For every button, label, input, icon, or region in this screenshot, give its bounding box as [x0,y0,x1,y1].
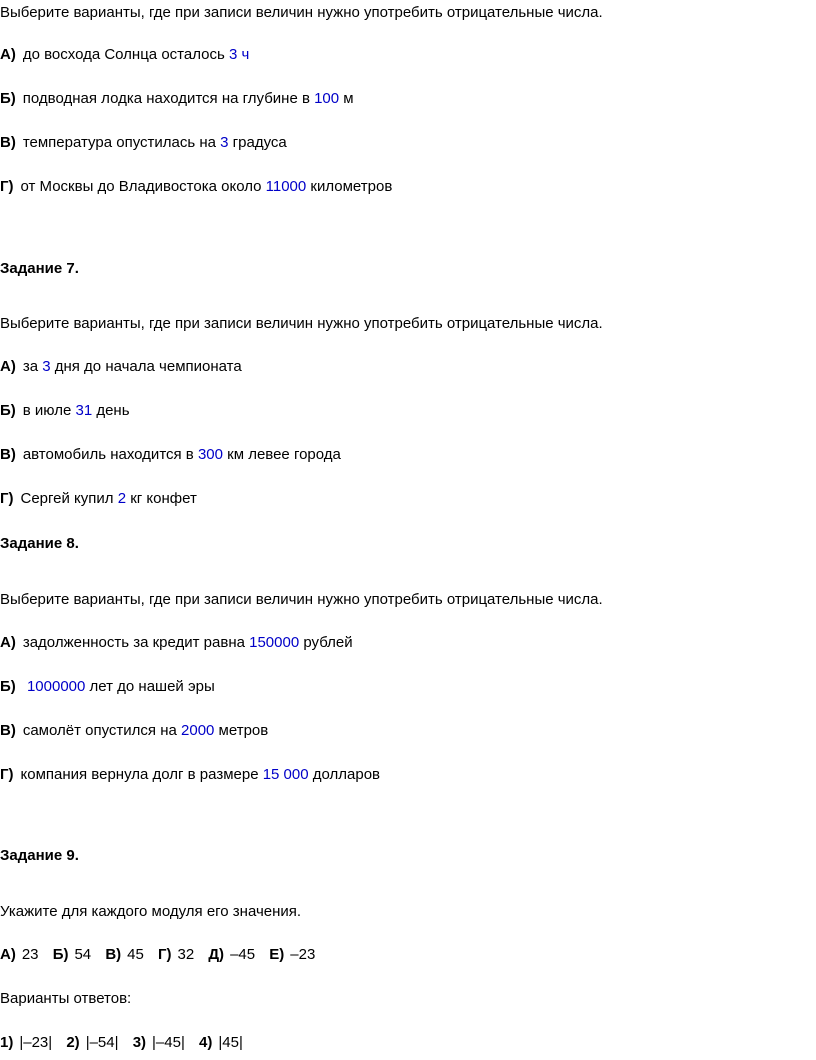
answer-item [66,1034,118,1051]
option-letter: В) [0,722,16,739]
answer-expression: |–54| [85,1034,119,1051]
question-text: Выберите варианты, где при записи величин нужно употребить отрицательные числа. [0,4,603,21]
option-b [0,677,215,697]
option-letter: Г) [0,490,14,507]
task-title: Задание 7. [0,260,79,277]
option-a [0,357,242,377]
answer-expression: |–45| [152,1034,185,1051]
option-letter: А) [0,634,16,651]
option-text: день [92,402,130,419]
value-letter: В) [105,946,122,963]
answer-expression: |45| [218,1034,243,1051]
option-b [0,401,130,421]
option-letter: В) [0,134,16,151]
answer-options [0,1033,253,1053]
option-text: до восхода Солнца осталось [22,46,229,63]
value-letter: Г) [158,946,172,963]
option-text: кг конфет [126,490,197,507]
option-letter: Г) [0,178,14,195]
answer-item [0,1034,52,1051]
value-number: 45 [127,946,144,963]
option-g [0,177,392,197]
question-text: Выберите варианты, где при записи величин нужно употребить отрицательные числа. [0,315,603,332]
value-number: 54 [74,946,92,963]
option-letter: Б) [0,402,16,419]
option-v [0,721,268,741]
value-item [208,946,255,963]
value-letter: Б) [52,946,69,963]
option-text: подводная лодка находится на глубине в [22,90,315,107]
option-text: Сергей купил [20,490,118,507]
value-letter: Е) [269,946,285,963]
module-values [0,945,325,965]
value-item [0,946,39,963]
option-text: долларов [308,766,381,783]
value-number: –45 [230,946,256,963]
option-letter: В) [0,446,16,463]
value-letter: Д) [208,946,225,963]
value-item [53,946,91,963]
value-number: –23 [290,946,316,963]
answer-expression: |–23| [19,1034,53,1051]
option-b [0,89,354,109]
option-text: рублей [299,634,353,651]
option-g [0,489,197,509]
option-number: 150000 [249,634,300,651]
option-v [0,445,341,465]
option-number: 2000 [181,722,215,739]
value-letter: А) [0,946,16,963]
option-letter: Г) [0,766,14,783]
option-a [0,45,249,65]
option-number: 31 [75,402,93,419]
question-text: Укажите для каждого модуля его значения. [0,903,302,920]
answers-label: Варианты ответов: [0,990,132,1007]
option-text: км левее города [222,446,341,463]
answer-number: 3) [132,1034,147,1051]
option-letter: Б) [0,678,16,695]
option-number: 1000000 [26,678,86,695]
option-text: дня до начала чемпионата [50,358,242,375]
option-number: 11000 [265,178,307,195]
option-letter: Б) [0,90,16,107]
option-text: лет до нашей эры [85,678,215,695]
option-number: 300 [197,446,223,463]
option-g [0,765,380,785]
answer-item [199,1034,243,1051]
task-title: Задание 9. [0,847,79,864]
option-number: 2 [117,490,127,507]
option-text: в июле [22,402,76,419]
task-title: Задание 8. [0,535,79,552]
option-text: автомобиль находится в [22,446,198,463]
question-text: Выберите варианты, где при записи величин нужно употребить отрицательные числа. [0,591,603,608]
value-number: 23 [21,946,39,963]
value-number: 32 [177,946,195,963]
value-item [105,946,144,963]
option-text: за [22,358,43,375]
option-a [0,633,353,653]
option-text: компания вернула долг в размере [20,766,263,783]
option-text: градуса [228,134,287,151]
option-letter: А) [0,46,16,63]
value-item [158,946,194,963]
answer-number: 4) [199,1034,213,1051]
option-v [0,133,287,153]
option-text: задолженность за кредит равна [22,634,250,651]
option-number: 100 [314,90,340,107]
option-text: метров [214,722,269,739]
option-letter: А) [0,358,16,375]
option-number: 3 [42,358,51,375]
answer-number: 1) [0,1034,14,1051]
option-number: 3 ч [228,46,250,63]
option-text: километров [306,178,393,195]
option-text: от Москвы до Владивостока около [20,178,266,195]
option-text: м [339,90,354,107]
answer-number: 2) [66,1034,80,1051]
option-text: самолёт опустился на [22,722,182,739]
option-text: температура опустилась на [22,134,221,151]
option-number: 15 000 [262,766,309,783]
value-item [269,946,315,963]
option-number: 3 [220,134,229,151]
answer-item [133,1034,185,1051]
